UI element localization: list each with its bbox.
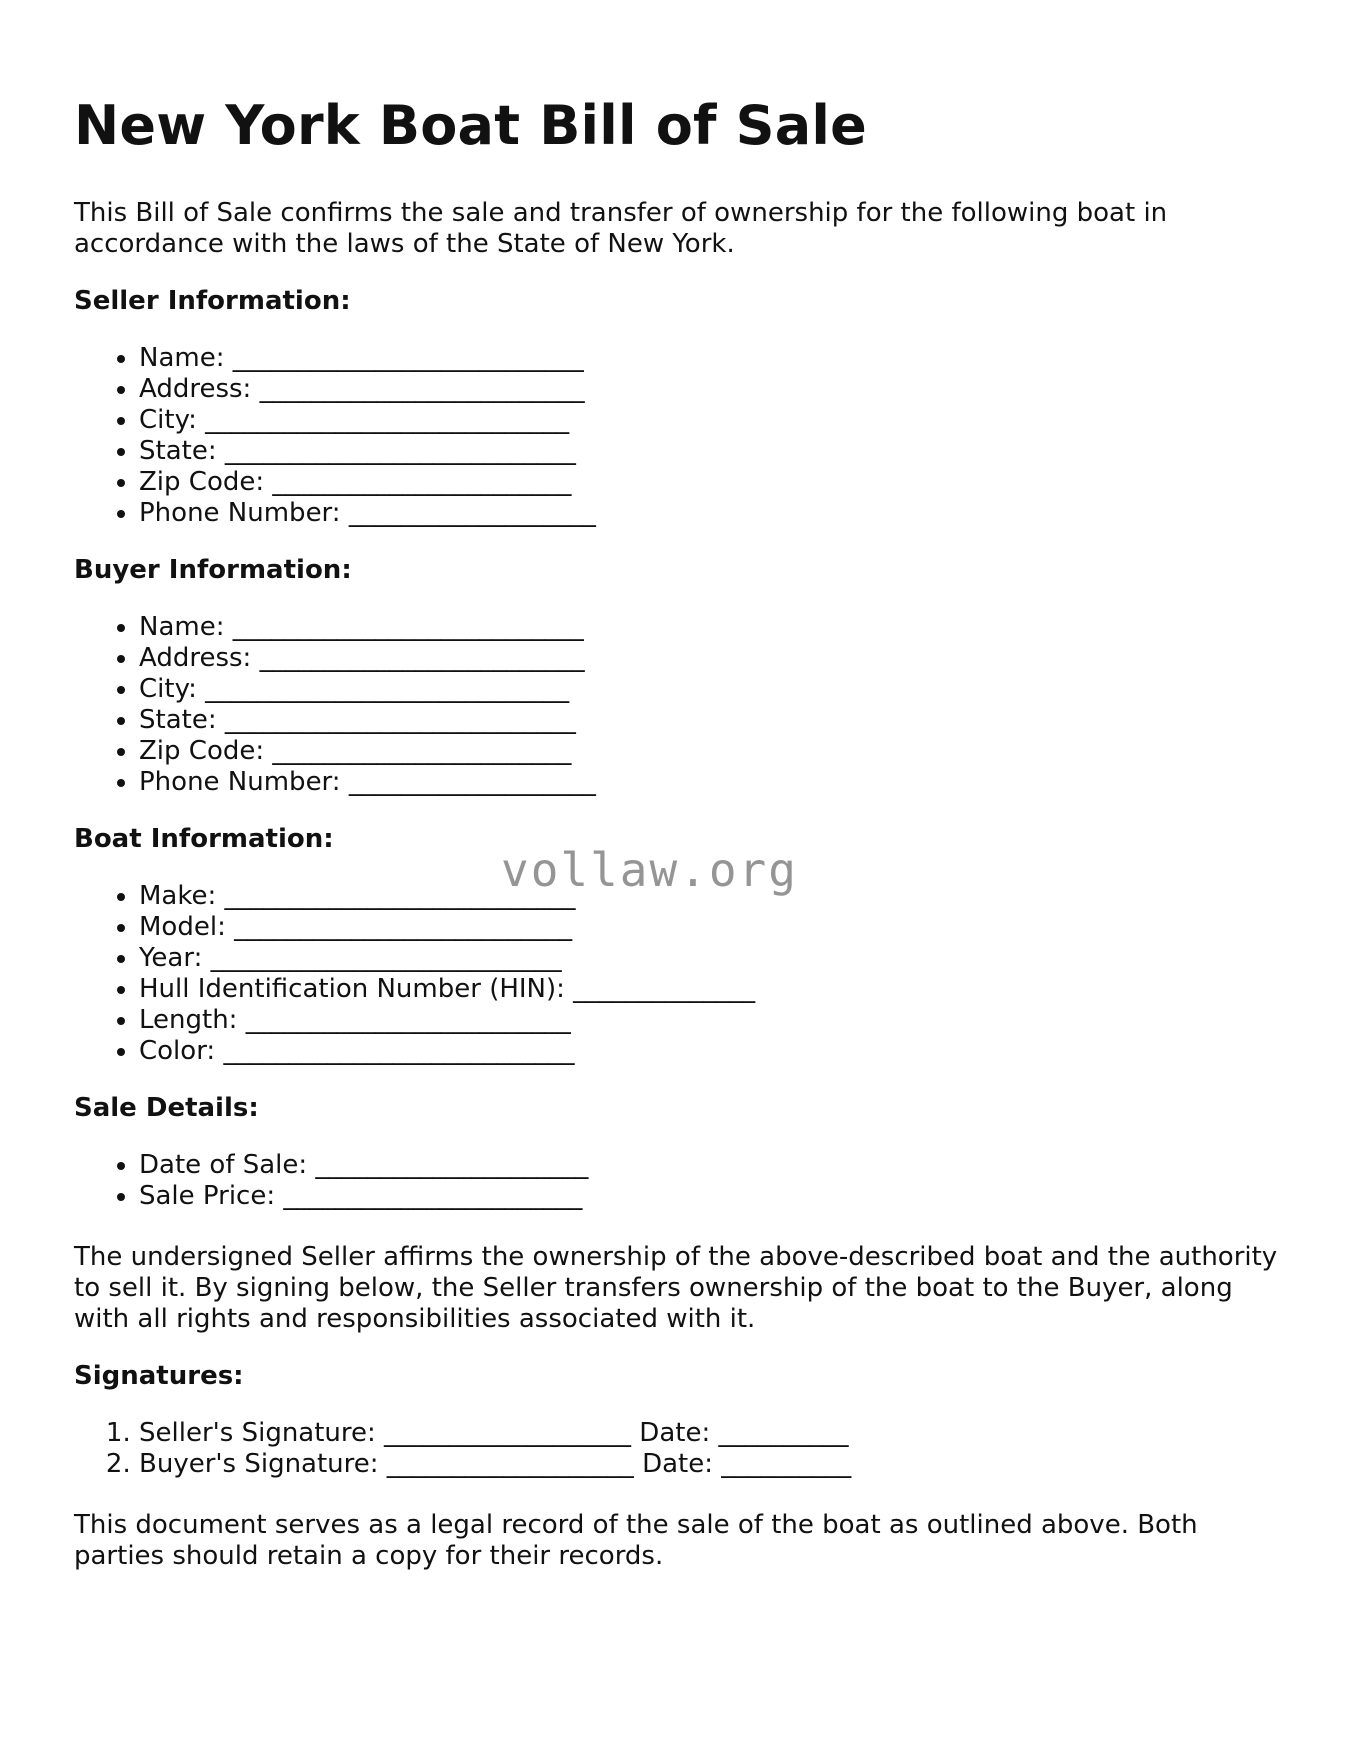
boat-fields-list — [74, 881, 1284, 1067]
seller-state-field: • State: ___________________________ — [139, 436, 1284, 467]
seller-phone-field: • Phone Number: ___________________ — [139, 498, 1284, 529]
boat-color-field: • Color: ___________________________ — [139, 1036, 1284, 1067]
buyer-phone-field: • Phone Number: ___________________ — [139, 767, 1284, 798]
buyer-city-field: • City: ____________________________ — [139, 674, 1284, 705]
boat-length-field: • Length: _________________________ — [139, 1005, 1284, 1036]
sale-heading: Sale Details: — [74, 1093, 259, 1123]
boat-model-field: • Model: __________________________ — [139, 912, 1284, 943]
sale-fields-list — [74, 1150, 1284, 1212]
boat-make-field: • Make: ___________________________ — [139, 881, 1284, 912]
seller-zip-field: • Zip Code: _______________________ — [139, 467, 1284, 498]
boat-hin-field: • Hull Identification Number (HIN): ______________ — [139, 974, 1284, 1005]
buyer-address-field: • Address: _________________________ — [139, 643, 1284, 674]
seller-signature-line: 1. Seller's Signature: ___________________ Date: __________ — [139, 1418, 1284, 1449]
buyer-zip-field: • Zip Code: _______________________ — [139, 736, 1284, 767]
closing-paragraph: This document serves as a legal record of the sale of the boat as outlined above. Both parties should retain a copy for their records. — [74, 1510, 1198, 1571]
seller-city-field: • City: ____________________________ — [139, 405, 1284, 436]
seller-address-field: • Address: _________________________ — [139, 374, 1284, 405]
seller-heading: Seller Information: — [74, 286, 351, 316]
boat-year-field: • Year: ___________________________ — [139, 943, 1284, 974]
affirmation-paragraph: The undersigned Seller affirms the ownership of the above-described boat and the authority to sell it. By signing below, the Seller transfers ownership of the boat to the Buyer, along with all rights and responsibilities associated with it. — [74, 1242, 1278, 1334]
buyer-fields-list — [74, 612, 1284, 798]
boat-heading: Boat Information: — [74, 824, 334, 854]
buyer-name-field: • Name: ___________________________ — [139, 612, 1284, 643]
document-title: New York Boat Bill of Sale — [74, 94, 867, 157]
buyer-heading: Buyer Information: — [74, 555, 352, 585]
document-page — [74, 0, 1284, 1572]
sale-price-field: • Sale Price: _______________________ — [139, 1181, 1284, 1212]
intro-paragraph: This Bill of Sale confirms the sale and transfer of ownership for the following boat in accordance with the laws of the State of New York. — [74, 198, 1168, 259]
buyer-signature-line: 2. Buyer's Signature: ___________________ Date: __________ — [139, 1449, 1284, 1480]
sale-date-field: • Date of Sale: _____________________ — [139, 1150, 1284, 1181]
seller-fields-list — [74, 343, 1284, 529]
signatures-heading: Signatures: — [74, 1361, 244, 1391]
buyer-state-field: • State: ___________________________ — [139, 705, 1284, 736]
signatures-list — [74, 1418, 1284, 1480]
watermark: vollaw.org — [501, 843, 798, 897]
seller-name-field: • Name: ___________________________ — [139, 343, 1284, 374]
